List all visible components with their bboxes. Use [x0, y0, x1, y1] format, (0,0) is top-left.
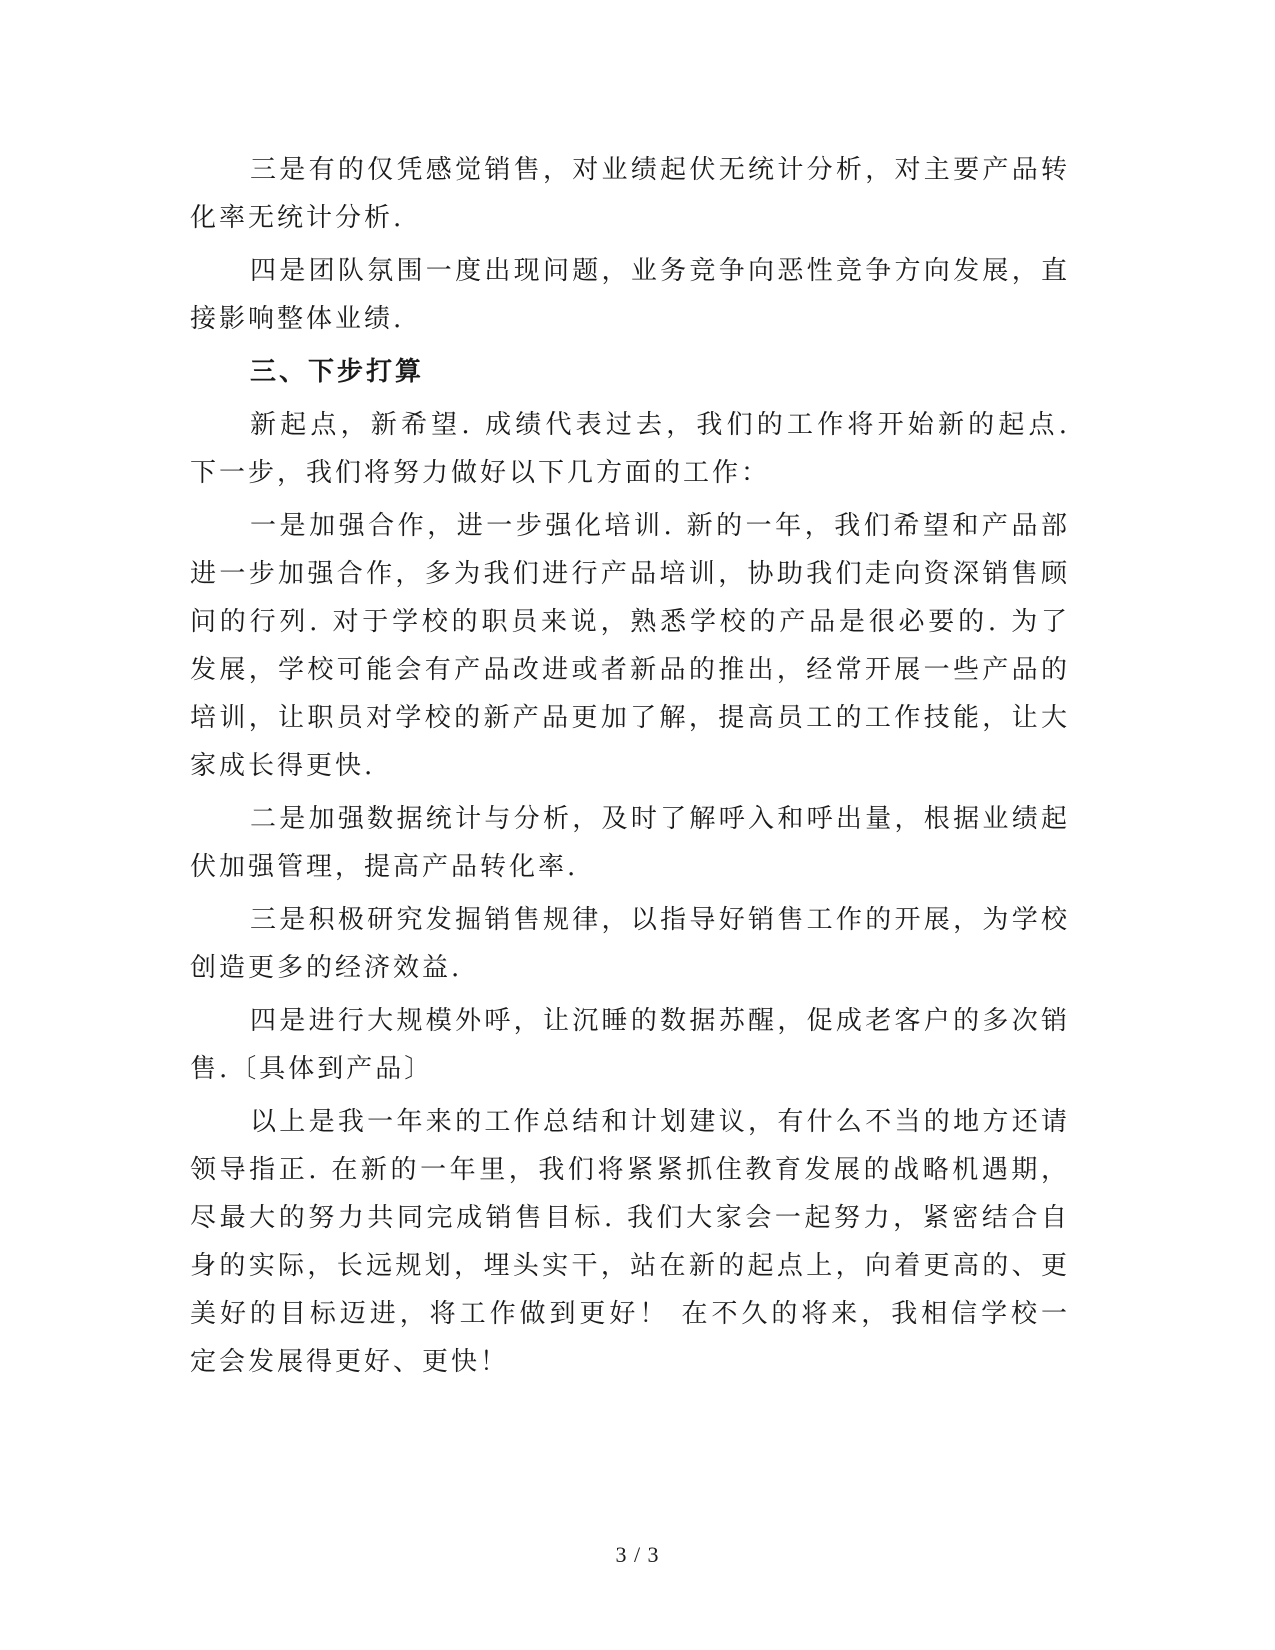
paragraph-plan-1: 一是加强合作，进一步强化培训. 新的一年，我们希望和产品部进一步加强合作，多为我们进行产品培训，协助我们走向资深销售顾问的行列. 对于学校的职员来说，熟悉学校的产品是很必要的. 为了发展，学校可能会有产品改进或者新品的推出，经常开展一些产品的培训，让职员对学校的新产品更加了解，提高员工的工作技能，让大家成长得更快.	[190, 511, 1070, 781]
paragraph-problem-3: 三是有的仅凭感觉销售，对业绩起伏无统计分析，对主要产品转化率无统计分析.	[190, 155, 1070, 233]
paragraph-intro: 新起点，新希望. 成绩代表过去，我们的工作将开始新的起点. 下一步，我们将努力做好以下几方面的工作：	[190, 410, 1070, 488]
section-heading: 三、下步打算	[250, 357, 425, 387]
document-body	[190, 146, 1070, 1391]
paragraph-problem-4: 四是团队氛围一度出现问题，业务竞争向恶性竞争方向发展，直接影响整体业绩.	[190, 256, 1070, 334]
paragraph-plan-2: 二是加强数据统计与分析，及时了解呼入和呼出量，根据业绩起伏加强管理，提高产品转化率.	[190, 804, 1070, 882]
paragraph-conclusion: 以上是我一年来的工作总结和计划建议，有什么不当的地方还请领导指正. 在新的一年里，我们将紧紧抓住教育发展的战略机遇期，尽最大的努力共同完成销售目标. 我们大家会一起努力，紧密结合自身的实际，长远规划，埋头实干，站在新的起点上，向着更高的、更美好的目标迈进，将工作做到更好！ 在不久的将来，我相信学校一定会发展得更好、更快！	[190, 1107, 1070, 1377]
page-number: 3 / 3	[615, 1542, 660, 1567]
paragraph-plan-3: 三是积极研究发掘销售规律，以指导好销售工作的开展，为学校创造更多的经济效益.	[190, 905, 1070, 983]
paragraph-plan-4: 四是进行大规模外呼，让沉睡的数据苏醒，促成老客户的多次销售.〔具体到产品〕	[190, 1006, 1070, 1084]
